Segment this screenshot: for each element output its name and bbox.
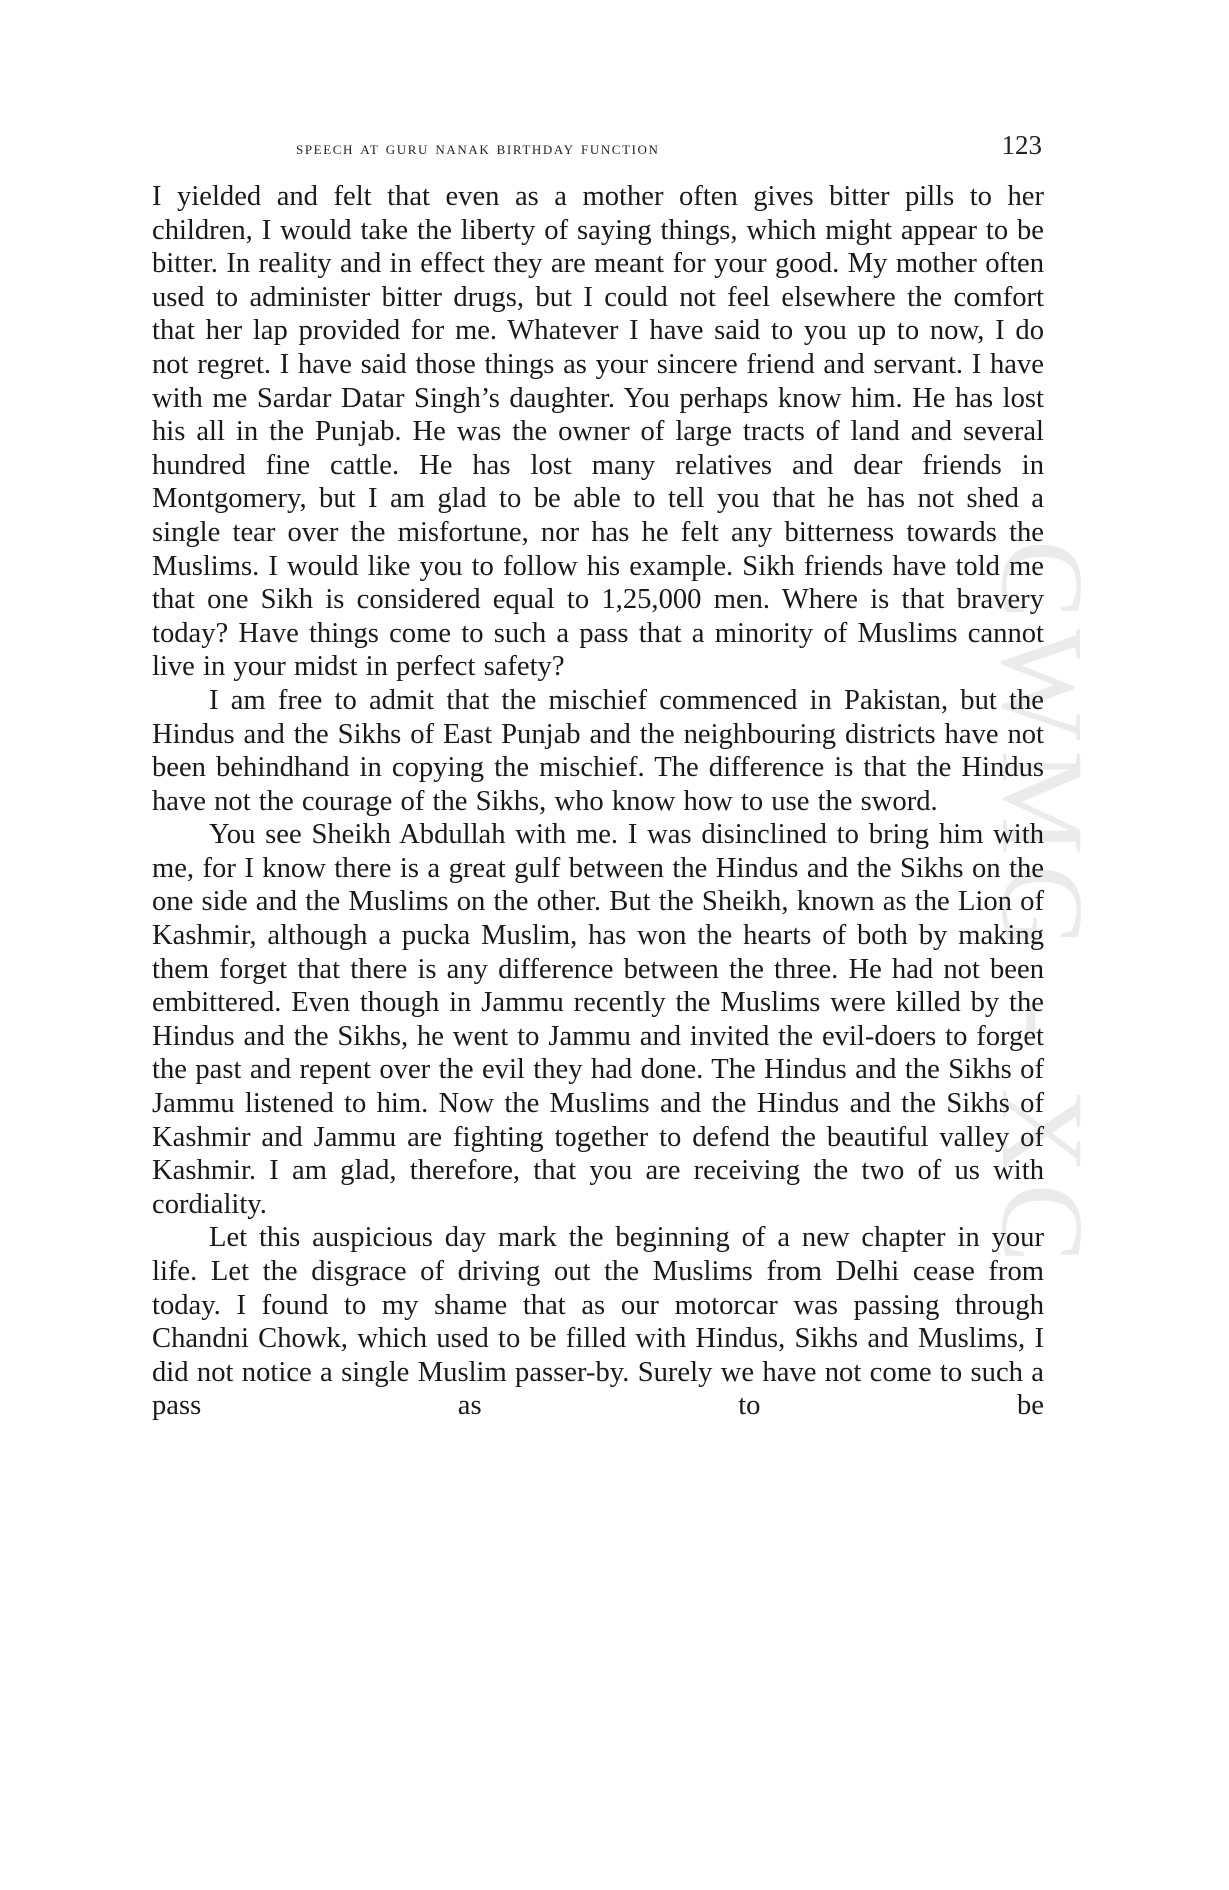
paragraph-3: You see Sheikh Abdullah with me. I was disinclined to bring him with me, for I know there is a great gulf between the Hindus and the Sikhs on the one side and the Muslims on the other. But the Sheikh, known as the Lion of Kashmir, although a pucka Muslim, has won the hearts of both by making them forget that there is any difference between the three. He had not been embittered. Even though in Jammu recently the Muslims were killed by the Hindus and the Sikhs, he went to Jammu and invited the evil-doers to forget the past and repent over the evil they had done. The Hindus and the Sikhs of Jammu listened to him. Now the Muslims and the Hindus and the Sikhs of Kashmir and Jammu are fighting together to defend the beautiful valley of Kashmir. I am glad, therefore, that you are receiving the two of us with cordiality.: [152, 819, 1044, 1220]
body-text: [152, 180, 1044, 1423]
paragraph-1: I yielded and felt that even as a mother often gives bitter pills to her children, I would take the liberty of saying things, which might appear to be bitter. In reality and in effect they are meant for your good. My mother often used to administer bitter drugs, but I could not feel elsewhere the comfort that her lap provided for me. Whatever I have said to you up to now, I do not regret. I have said those things as your sincere friend and servant. I have with me Sardar Datar Singh’s daughter. You perhaps know him. He has lost his all in the Punjab. He was the owner of large tracts of land and several hundred fine cattle. He has lost many relatives and dear friends in Montgomery, but I am glad to be able to tell you that he has not shed a single tear over the misfortune, nor has he felt any bitterness towards the Muslims. I would like you to follow his example. Sikh friends have told me that one Sikh is considered equal to 1,25,000 men. Where is that bravery today? Have things come to such a pass that a minority of Muslims cannot live in your midst in perfect safety?: [152, 181, 1044, 683]
watermark: [977, 540, 1108, 1360]
watermark-text: CWMG - XC: [977, 540, 1108, 1273]
running-head: speech at guru nanak birthday function: [296, 138, 660, 159]
paragraph-2: I am free to admit that the mischief commenced in Pakistan, but the Hindus and the Sikhs of East Punjab and the neighbouring districts have not been behindhand in copying the mischief. The difference is that the Hindus have not the courage of the Sikhs, who know how to use the sword.: [152, 684, 1044, 817]
paragraph-4: Let this auspicious day mark the beginning of a new chapter in your life. Let the disgrace of driving out the Muslims from Delhi cease from today. I found to my shame that as our motorcar was passing through Chandni Chowk, which used to be filled with Hindus, Sikhs and Muslims, I did not notice a single Muslim passer-by. Surely we have not come to such a pass as to be: [152, 1222, 1044, 1422]
page-number: 123: [1001, 130, 1042, 160]
page-header: [154, 128, 1042, 168]
